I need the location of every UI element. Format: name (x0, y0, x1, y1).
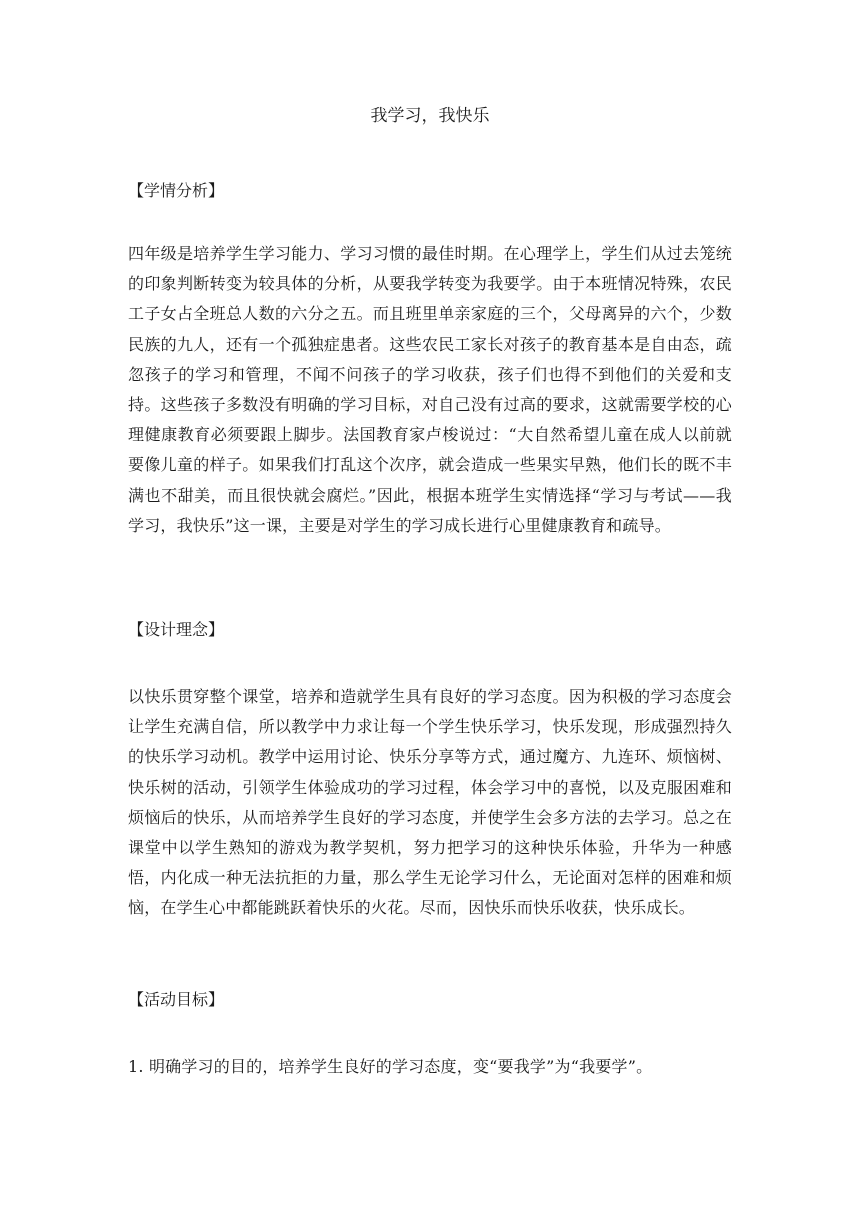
goal-item: 1. 明确学习的目的，培养学生良好的学习态度，变“要我学”为“我要学”。 (128, 1057, 653, 1076)
document-title: 我学习，我快乐 (370, 106, 490, 126)
section-heading-design: 【设计理念】 (128, 620, 225, 639)
section-body-analysis: 四年级是培养学生学习能力、学习习惯的最佳时期。在心理学上，学生们从过去笼统的印象判断转变为较具体的分析，从要我学转变为我要学。由于本班情况特殊，农民工子女占全班总人数的六分之五。而且班里单亲家庭的三个，父母离异的六个，少数民族的九人，还有一个孤独症患者。这些农民工家长对孩子的教育基本是自由态，疏忽孩子的学习和管理，不闻不问孩子的学习收获，孩子们也得不到他们的关爱和支持。这些孩子多数没有明确的学习目标，对自己没有过高的要求，这就需要学校的心理健康教育必须要跟上脚步。法国教育家卢梭说过：“大自然希望儿童在成人以前就要像儿童的样子。如果我们打乱这个次序，就会造成一些果实早熟，他们长的既不丰满也不甜美，而且很快就会腐烂。”因此，根据本班学生实情选择“学习与考试——我学习，我快乐”这一课，主要是对学生的学习成长进行心里健康教育和疏导。 (128, 244, 732, 535)
section-heading-goals: 【活动目标】 (128, 990, 225, 1009)
section-body-design: 以快乐贯穿整个课堂，培养和造就学生具有良好的学习态度。因为积极的学习态度会让学生充满自信，所以教学中力求让每一个学生快乐学习，快乐发现，形成强烈持久的快乐学习动机。教学中运用讨论、快乐分享等方式，通过魔方、九连环、烦恼树、快乐树的活动，引领学生体验成功的学习过程，体会学习中的喜悦，以及克服困难和烦恼后的快乐，从而培养学生良好的学习态度，并使学生会多方法的去学习。总之在课堂中以学生熟知的游戏为教学契机，努力把学习的这种快乐体验，升华为一种感悟，内化成一种无法抗拒的力量，那么学生无论学习什么，无论面对怎样的困难和烦恼，在学生心中都能跳跃着快乐的火花。尽而，因快乐而快乐收获，快乐成长。 (128, 687, 732, 918)
section-heading-analysis: 【学情分析】 (128, 181, 225, 200)
